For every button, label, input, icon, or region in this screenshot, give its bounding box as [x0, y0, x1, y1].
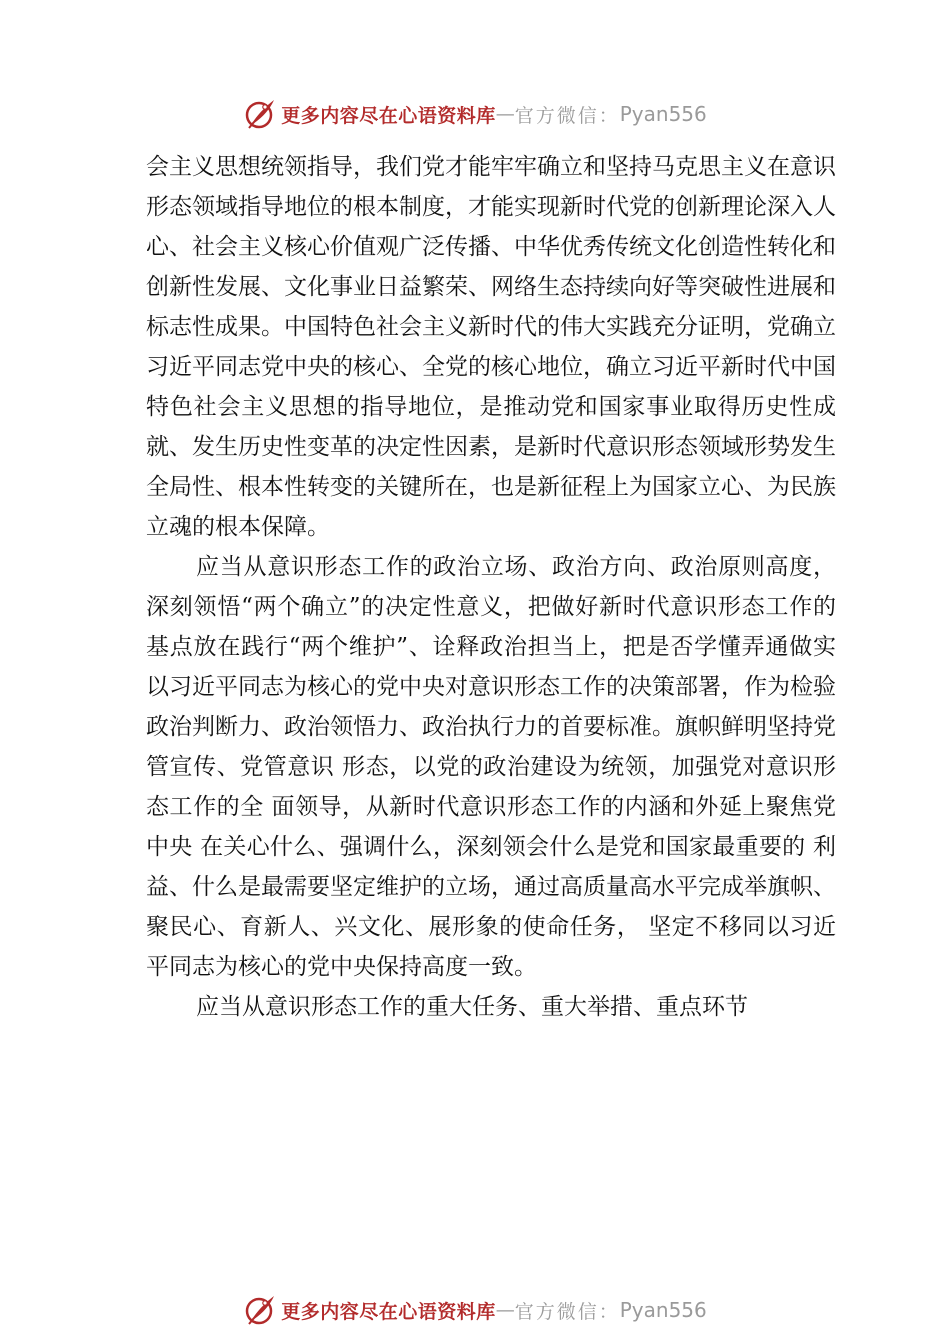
- footer-banner: [0, 1290, 950, 1330]
- header-separator: —: [495, 103, 515, 125]
- footer-wechat-id: Pyan556: [619, 1298, 707, 1322]
- paragraph-2: 应当从意识形态工作的政治立场、政治方向、政治原则高度，深刻领悟“两个确立”的决定性意义，把做好新时代意识形态工作的基点放在践行“两个维护”、诠释政治担当上，把是否学懂弄通做实以习近平同志为核心的党中央对意识形态工作的决策部署，作为检验政治判断力、政治领悟力、政治执行力的首要标准。旗帜鲜明坚持党管宣传、党管意识 形态，以党的政治建设为统领，加强党对意识形态工作的全 面领导，从新时代意识形态工作的内涵和外延上聚焦党中央 在关心什么、强调什么，深刻领会什么是党和国家最重要的 利益、什么是最需要坚定维护的立场，通过高质量高水平完成举旗帜、聚民心、育新人、兴文化、展形象的使命任务， 坚定不移同以习近平同志为核心的党中央保持高度一致。: [146, 554, 836, 980]
- header-brand-text: 更多内容尽在心语资料库: [281, 104, 496, 127]
- paragraph-1: 会主义思想统领指导，我们党才能牢牢确立和坚持马克思主义在意识形态领域指导地位的根本制度，才能实现新时代党的创新理论深入人心、社会主义核心价值观广泛传播、中华优秀传统文化创造性转化和创新性发展、文化事业日益繁荣、网络生态持续向好等突破性进展和标志性成果。中国特色社会主义新时代的伟大实践充分证明，党确立习近平同志党中央的核心、全党的核心地位，确立习近平新时代中国特色社会主义思想的指导地位，是推动党和国家事业取得历史性成就、发生历史性变革的决定性因素，是新时代意识形态领域形势发生全局性、根本性转变的关键所在，也是新征程上为国家立心、为民族立魂的根本保障。: [146, 154, 836, 540]
- quill-pen-logo-icon: [243, 97, 277, 131]
- footer-wechat-label: 官方微信：: [514, 1300, 620, 1323]
- header-wechat-id: Pyan556: [619, 102, 707, 126]
- header-wechat-label: 官方微信：: [514, 104, 620, 127]
- paragraph-3: 应当从意识形态工作的重大任务、重大举措、重点环节: [196, 994, 748, 1020]
- document-body: [146, 147, 836, 1027]
- footer-brand-text: 更多内容尽在心语资料库: [281, 1300, 496, 1323]
- quill-pen-logo-icon: [243, 1293, 277, 1327]
- footer-separator: —: [495, 1299, 515, 1321]
- header-banner: [0, 94, 950, 134]
